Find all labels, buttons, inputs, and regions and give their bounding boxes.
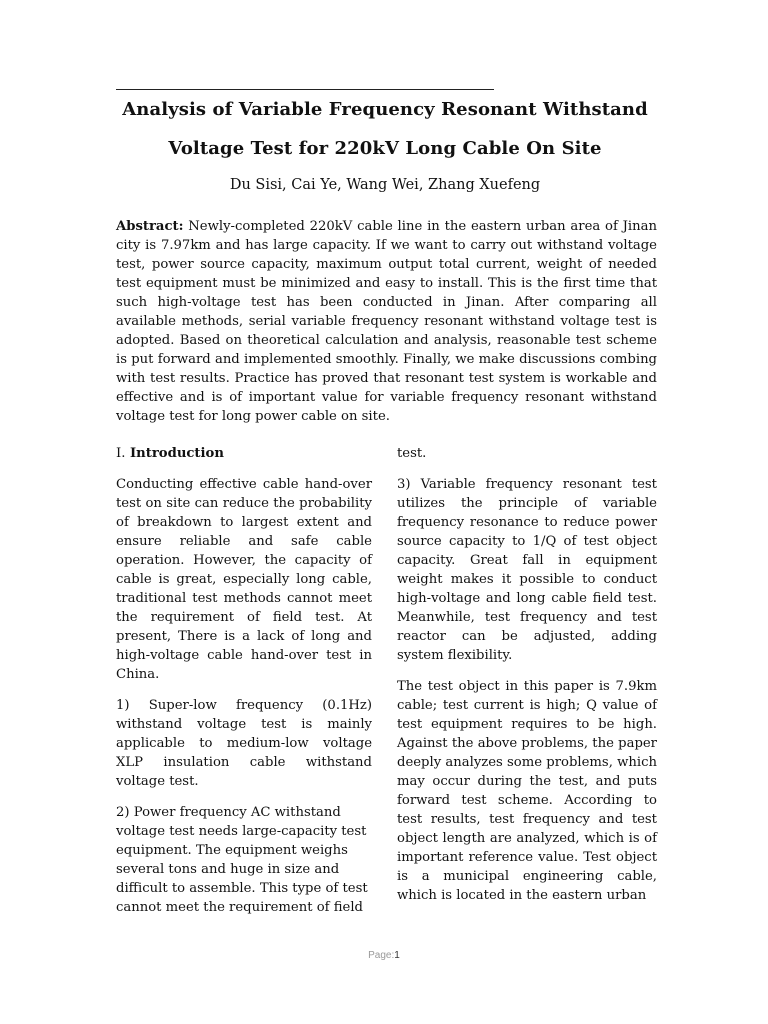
section-heading [116, 444, 372, 463]
paper-title-line1: Analysis of Variable Frequency Resonant Withstand [122, 99, 648, 120]
abstract-text: Newly-completed 220kV cable line in the eastern urban area of Jinan city is 7.97km and has large capacity. If we want to carry out withstand voltage test, power source capacity, maximum output total current, weight of needed test equipment must be minimized and easy to install. This is the first time that such high-voltage test has been conducted in Jinan. After comparing all available methods, serial variable frequency resonant withstand voltage test is adopted. Based on theoretical calculation and analysis, reasonable test scheme is put forward and implemented smoothly. Finally, we make discussions combing with test results. Practice has proved that resonant test system is workable and effective and is of important value for variable frequency resonant withstand voltage test for long power cable on site. [116, 219, 657, 424]
abstract [116, 217, 657, 426]
page-label: Page: [368, 950, 395, 961]
authors: Du Sisi, Cai Ye, Wang Wei, Zhang Xuefeng [229, 177, 541, 193]
page-number: 1 [394, 950, 400, 961]
abstract-label: Abstract: [116, 219, 184, 234]
section-title: Introduction [130, 446, 224, 461]
top-rule [116, 89, 494, 90]
continued-text: test. [397, 446, 427, 461]
intro-paragraph-2: 1) Super-low frequency (0.1Hz) withstand voltage test is mainly applicable to medium-low voltage XLP insulation cable withstand voltage test. [116, 698, 372, 789]
intro-paragraph-4: 3) Variable frequency resonant test utilizes the principle of variable frequency resonance to reduce power source capacity to 1/Q of test object capacity. Great fall in equipment weight makes it possible to conduct high-voltage and long cable field test. Meanwhile, test frequency and test reactor can be adjusted, adding system flexibility. [397, 477, 657, 663]
page-footer [0, 950, 768, 961]
intro-paragraph-1: Conducting effective cable hand-over test on site can reduce the probability of breakdown to largest extent and ensure reliable and safe cable operation. However, the capacity of cable is great, especially long cable, traditional test methods cannot meet the requirement of field test. At present, There is a lack of long and high-voltage cable hand-over test in China. [116, 477, 372, 682]
right-column [397, 444, 657, 917]
paper-title-line2: Voltage Test for 220kV Long Cable On Site [168, 138, 602, 159]
intro-paragraph-3: 2) Power frequency AC withstand voltage test needs large-capacity test equipment. The equipment weighs several tons and huge in size and difficult to assemble. This type of test cannot meet the requirement of field [116, 805, 368, 915]
intro-paragraph-5: The test object in this paper is 7.9km cable; test current is high; Q value of test equipment requires to be high. Against the above problems, the paper deeply analyzes some problems, which may occur during the test, and puts forward test scheme. According to test results, test frequency and test object length are analyzed, which is of important reference value. Test object is a municipal engineering cable, which is located in the eastern urban [397, 679, 657, 903]
section-number: I. [116, 446, 126, 461]
left-column [116, 444, 372, 929]
